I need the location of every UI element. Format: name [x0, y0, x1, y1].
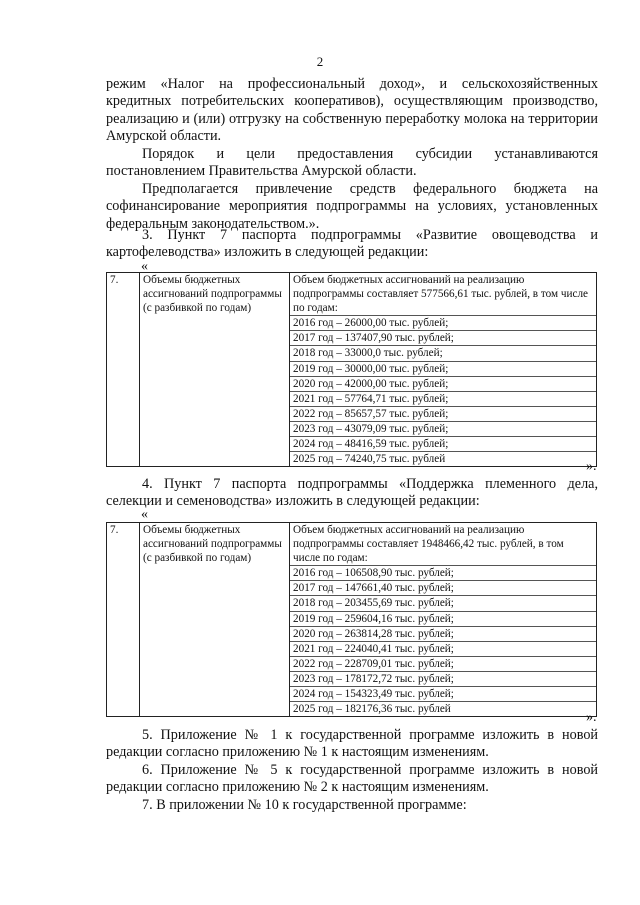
table2-row-number: 7. — [107, 523, 140, 717]
table2-year-2017: 2017 год – 147661,40 тыс. рублей; — [290, 580, 596, 595]
table1-year-2024: 2024 год – 48416,59 тыс. рублей; — [290, 436, 596, 451]
table2-year-2025: 2025 год – 182176,36 тыс. рублей — [290, 701, 596, 716]
table2-year-2016: 2016 год – 106508,90 тыс. рублей; — [290, 565, 596, 580]
table2-label: Объемы бюджетных ассигнований подпрограммы (с разбивкой по годам) — [140, 523, 290, 717]
table2-year-2020: 2020 год – 263814,28 тыс. рублей; — [290, 626, 596, 641]
paragraph-item-6: 6. Приложение № 5 к государственной программе изложить в новой редакции согласно приложению № 2 к настоящим изменениям. — [106, 762, 598, 796]
table2-year-2024: 2024 год – 154323,49 тыс. рублей; — [290, 686, 596, 701]
table1-year-2016: 2016 год – 26000,00 тыс. рублей; — [290, 315, 596, 330]
table1-year-2018: 2018 год – 33000,0 тыс. рублей; — [290, 345, 596, 360]
table1-open-quote: « — [141, 259, 148, 274]
table1-year-2022: 2022 год – 85657,57 тыс. рублей; — [290, 406, 596, 421]
table1-year-2023: 2023 год – 43079,09 тыс. рублей; — [290, 421, 596, 436]
paragraph-item-7: 7. В приложении № 10 к государственной программе: — [142, 797, 467, 813]
table2-year-2019: 2019 год – 259604,16 тыс. рублей; — [290, 611, 596, 626]
table2-year-2022: 2022 год – 228709,01 тыс. рублей; — [290, 656, 596, 671]
table1-year-2020: 2020 год – 42000,00 тыс. рублей; — [290, 376, 596, 391]
table1-values — [290, 273, 597, 467]
table-breeding-seed-budget — [106, 522, 597, 717]
table2-header: Объем бюджетных ассигнований на реализацию подпрограммы составляет 1948466,42 тыс. рублей, в том числе по годам: — [293, 524, 564, 565]
table2-close-quote: ». — [586, 710, 597, 725]
table2-values — [290, 523, 597, 717]
table1-row-number: 7. — [107, 273, 140, 467]
table1-header: Объем бюджетных ассигнований на реализацию подпрограммы составляет 577566,61 тыс. рублей, в том числе по годам: — [293, 274, 589, 315]
table-vegetable-potato-budget — [106, 272, 597, 467]
table2-open-quote: « — [141, 507, 148, 522]
table1-year-2025: 2025 год – 74240,75 тыс. рублей — [290, 451, 596, 466]
table1-year-2021: 2021 год – 57764,71 тыс. рублей; — [290, 391, 596, 406]
table1-year-2019: 2019 год – 30000,00 тыс. рублей; — [290, 361, 596, 376]
paragraph-item-4: 4. Пункт 7 паспорта подпрограммы «Поддержка племенного дела, селекции и семеноводства» изложить в следующей редакции: — [106, 476, 598, 510]
table2-year-2021: 2021 год – 224040,41 тыс. рублей; — [290, 641, 596, 656]
paragraph-item-3: 3. Пункт 7 паспорта подпрограммы «Развитие овощеводства и картофелеводства» изложить в следующей редакции: — [106, 227, 598, 261]
paragraph-subsidy-recipients: режим «Налог на профессиональный доход», и сельскохозяйственных кредитных потребительских кооперативов), осуществляющим производство, реализацию и (или) отгрузку на собственную переработку молока на территории Амурской области. — [106, 76, 598, 145]
paragraph-federal-funding: Предполагается привлечение средств федерального бюджета на софинансирование мероприятия подпрограммы на условиях, установленных федеральным законодательством.». — [106, 181, 598, 232]
table1-label: Объемы бюджетных ассигнований подпрограммы (с разбивкой по годам) — [140, 273, 290, 467]
table2-year-2018: 2018 год – 203455,69 тыс. рублей; — [290, 595, 596, 610]
paragraph-item-5: 5. Приложение № 1 к государственной программе изложить в новой редакции согласно приложению № 1 к настоящим изменениям. — [106, 727, 598, 761]
table2-year-2023: 2023 год – 178172,72 тыс. рублей; — [290, 671, 596, 686]
table1-year-2017: 2017 год – 137407,90 тыс. рублей; — [290, 330, 596, 345]
paragraph-subsidy-procedure: Порядок и цели предоставления субсидии устанавливаются постановлением Правительства Амурской области. — [106, 146, 598, 180]
table1-close-quote: ». — [586, 459, 597, 474]
page-number: 2 — [316, 54, 324, 69]
